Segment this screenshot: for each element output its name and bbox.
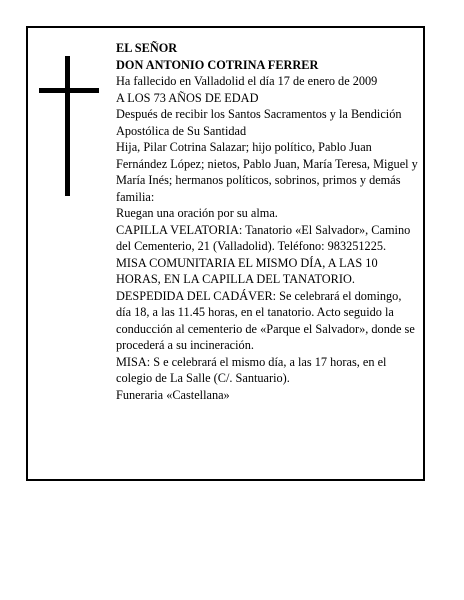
- deceased-name: DON ANTONIO COTRINA FERRER: [116, 57, 319, 72]
- obituary-title: EL SEÑOR: [116, 41, 178, 55]
- prayer-request: Ruegan una oración por su alma.: [116, 206, 278, 220]
- sacraments-statement: Después de recibir los Santos Sacramentos y la Bendición Apostólica de Su Santidad: [116, 107, 402, 138]
- farewell-label: DESPEDIDA DEL CADÁVER:: [116, 288, 277, 303]
- obituary-card: [26, 26, 425, 481]
- misa-info: MISA: S e celebrará el mismo día, a las 17 horas, en el colegio de La Salle (C/. Santuario).: [116, 354, 387, 385]
- farewell-text: Se celebrará el domingo, día 18, a las 11.45 horas, en el tanatorio. Acto seguido la conducción al cementerio de «Parque el Salvador», donde se procederá a su incineración.: [116, 288, 415, 352]
- family-list: Hija, Pilar Cotrina Salazar; hijo político, Pablo Juan Fernández López; nietos, Pablo Juan, María Teresa, Miguel y María Inés; hermanos políticos, sobrinos, primos y demás familia:: [116, 140, 418, 204]
- farewell-info: [116, 288, 418, 354]
- chapel-info: CAPILLA VELATORIA: Tanatorio «El Salvador», Camino del Cementerio, 21 (Valladolid). Teléfono: 983251225.: [116, 222, 411, 253]
- obituary-text: [116, 40, 418, 403]
- cross-icon: [39, 56, 99, 196]
- funeral-home: Funeraria «Castellana»: [116, 387, 230, 402]
- death-statement: Ha fallecido en Valladolid el día 17 de enero de 2009: [116, 74, 378, 88]
- age-statement: A LOS 73 AÑOS DE EDAD: [116, 90, 259, 105]
- mass-info: MISA COMUNITARIA EL MISMO DÍA, A LAS 10 HORAS, EN LA CAPILLA DEL TANATORIO.: [116, 255, 378, 286]
